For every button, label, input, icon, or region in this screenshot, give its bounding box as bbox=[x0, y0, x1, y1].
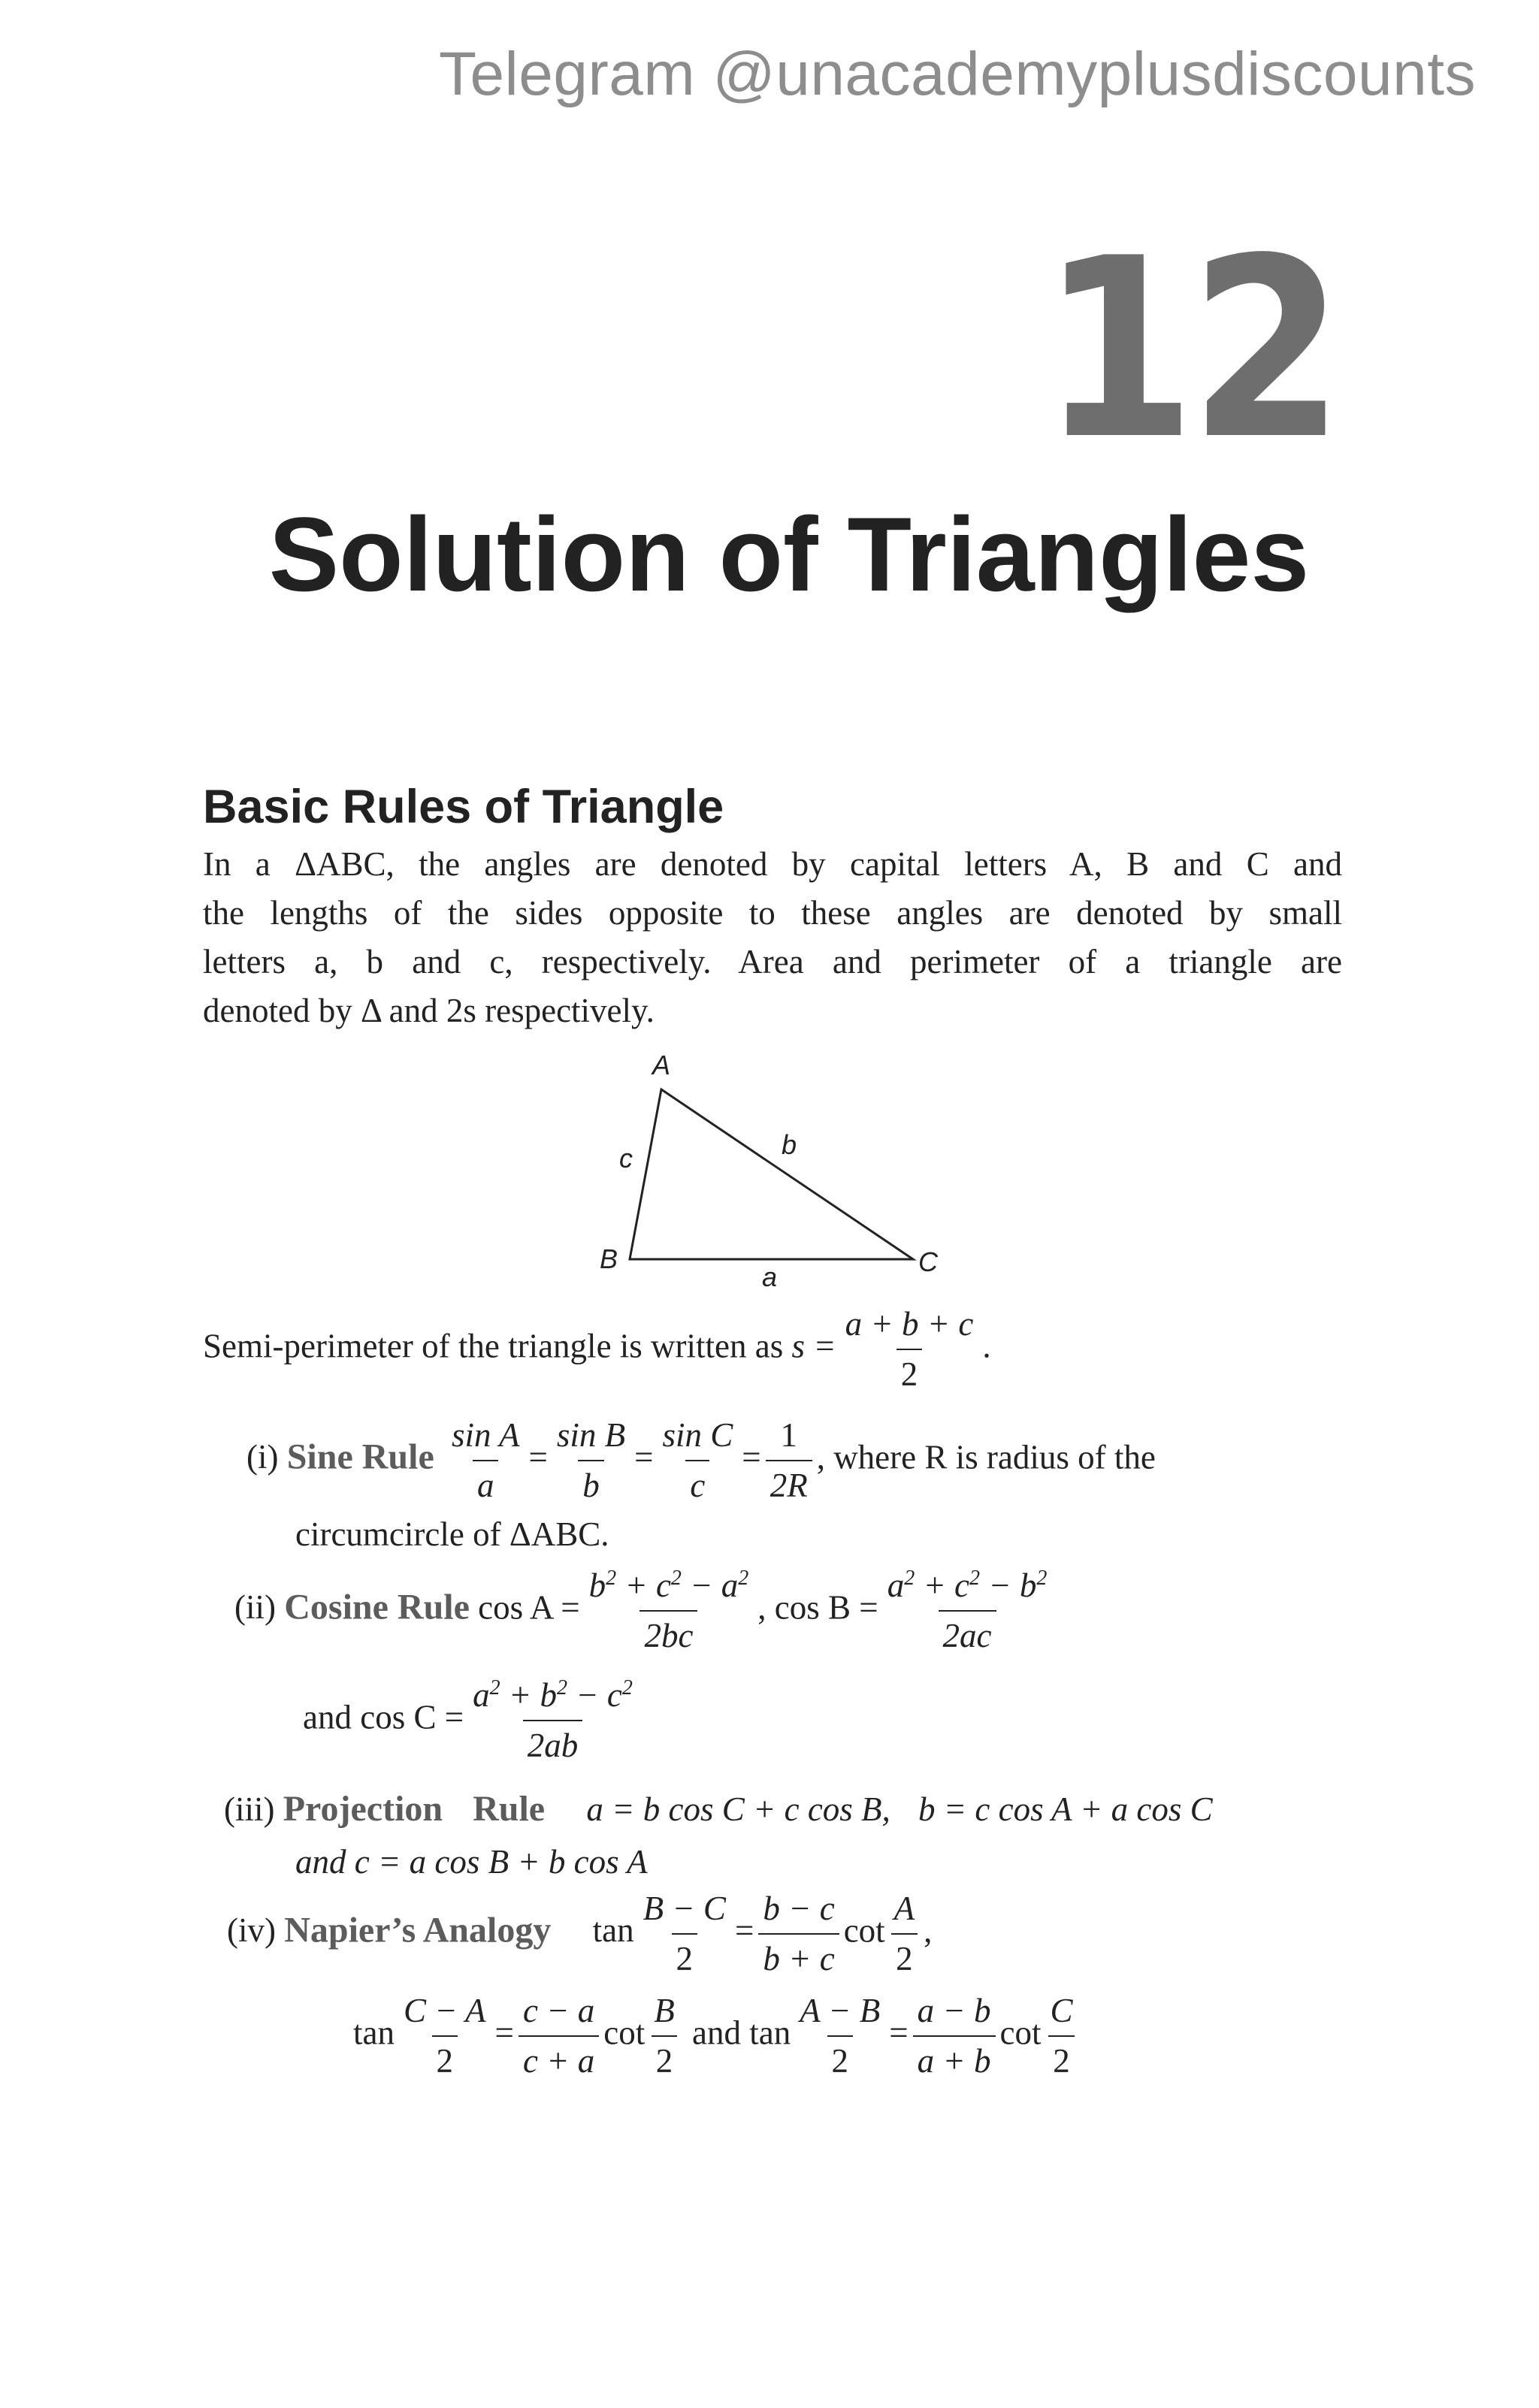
napier-analogy-line: (iv) Napier’s Analogy tan $\frac{B - C}{2}$ = $\frac{b - c}{b + c}$ cot $\frac{A}{2}$ , bbox=[227, 1890, 933, 1977]
chapter-number: 12 bbox=[1040, 205, 1338, 494]
vertex-label-b: B bbox=[600, 1243, 618, 1274]
vertex-label-a: A bbox=[652, 1050, 671, 1080]
item-number: (ii) bbox=[234, 1588, 276, 1627]
rule-name: Cosine Rule bbox=[284, 1587, 470, 1627]
side-label-b: b bbox=[782, 1129, 797, 1160]
item-number: (i) bbox=[246, 1438, 279, 1476]
vertex-label-c: C bbox=[918, 1246, 938, 1277]
semi-perimeter-text: Semi-perimeter of the triangle is written as bbox=[203, 1327, 784, 1365]
side-label-c: c bbox=[619, 1143, 633, 1174]
item-number: (iii) bbox=[224, 1790, 275, 1828]
projection-rule-line: (iii) Projection Rule a = b cos C + c cos B, b = c cos A + a cos C bbox=[224, 1789, 1213, 1829]
triangle-figure bbox=[586, 1044, 947, 1292]
semi-perimeter-line: Semi-perimeter of the triangle is written as s = $\frac{a + b + c}{2}$ . bbox=[203, 1305, 991, 1393]
triangle-shape bbox=[630, 1089, 913, 1259]
intro-line: denoted by Δ and 2s respectively. bbox=[203, 992, 655, 1029]
item-number: (iv) bbox=[227, 1911, 276, 1950]
cosine-rule-line: (ii) Cosine Rule cos A = $\frac{b^2 + c^2 - a^2}{2bc}$ , cos B = $\frac{a^2 + c^2 - b^2}{2ac}$ bbox=[234, 1567, 1048, 1654]
section-heading: Basic Rules of Triangle bbox=[203, 781, 724, 833]
napier-analogy-line2: tan $\frac{C - A}{2}$ = $\frac{c - a}{c + a}$ cot $\frac{B}{2}$ and tan $\frac{A - B}{2}$ = $\frac{a - b}{a + b}$ cot $\frac{C}{2}$ bbox=[353, 1994, 1082, 2078]
rule-name: Sine Rule bbox=[286, 1437, 434, 1477]
chapter-title: Solution of Triangles bbox=[268, 495, 1310, 613]
intro-line: letters a, b and c, respectively. Area and perimeter of a triangle are bbox=[203, 943, 1342, 980]
sine-rule-line: (i) Sine Rule $\frac{\text{sin A}}{a}$ = $\frac{\text{sin B}}{b}$ = $\frac{\text{sin C}}{c}$ = $\frac{1}{2R}$ , where R is radius of the bbox=[246, 1416, 1156, 1504]
intro-line: In a ΔABC, the angles are denoted by capital letters A, B and C and bbox=[203, 845, 1342, 883]
intro-paragraph bbox=[203, 840, 1342, 1035]
rule-name: Projection Rule bbox=[283, 1789, 546, 1829]
side-label-a: a bbox=[762, 1261, 778, 1292]
projection-rule-line2: and c = a cos B + b cos A bbox=[295, 1843, 648, 1881]
cosine-rule-line2: and cos C = $\frac{a^2 + b^2 - c^2}{2ab}$ bbox=[303, 1676, 633, 1764]
sine-rule-line2: circumcircle of ΔABC. bbox=[295, 1515, 609, 1553]
intro-line: the lengths of the sides opposite to these angles are denoted by small bbox=[203, 894, 1342, 932]
watermark: Telegram @unacademyplusdiscounts bbox=[438, 40, 1476, 108]
rule-name: Napier’s Analogy bbox=[284, 1910, 552, 1950]
fraction: $\frac{a + b + c}{2}$ bbox=[845, 1305, 974, 1393]
semi-perimeter-lhs: s = bbox=[791, 1327, 836, 1365]
